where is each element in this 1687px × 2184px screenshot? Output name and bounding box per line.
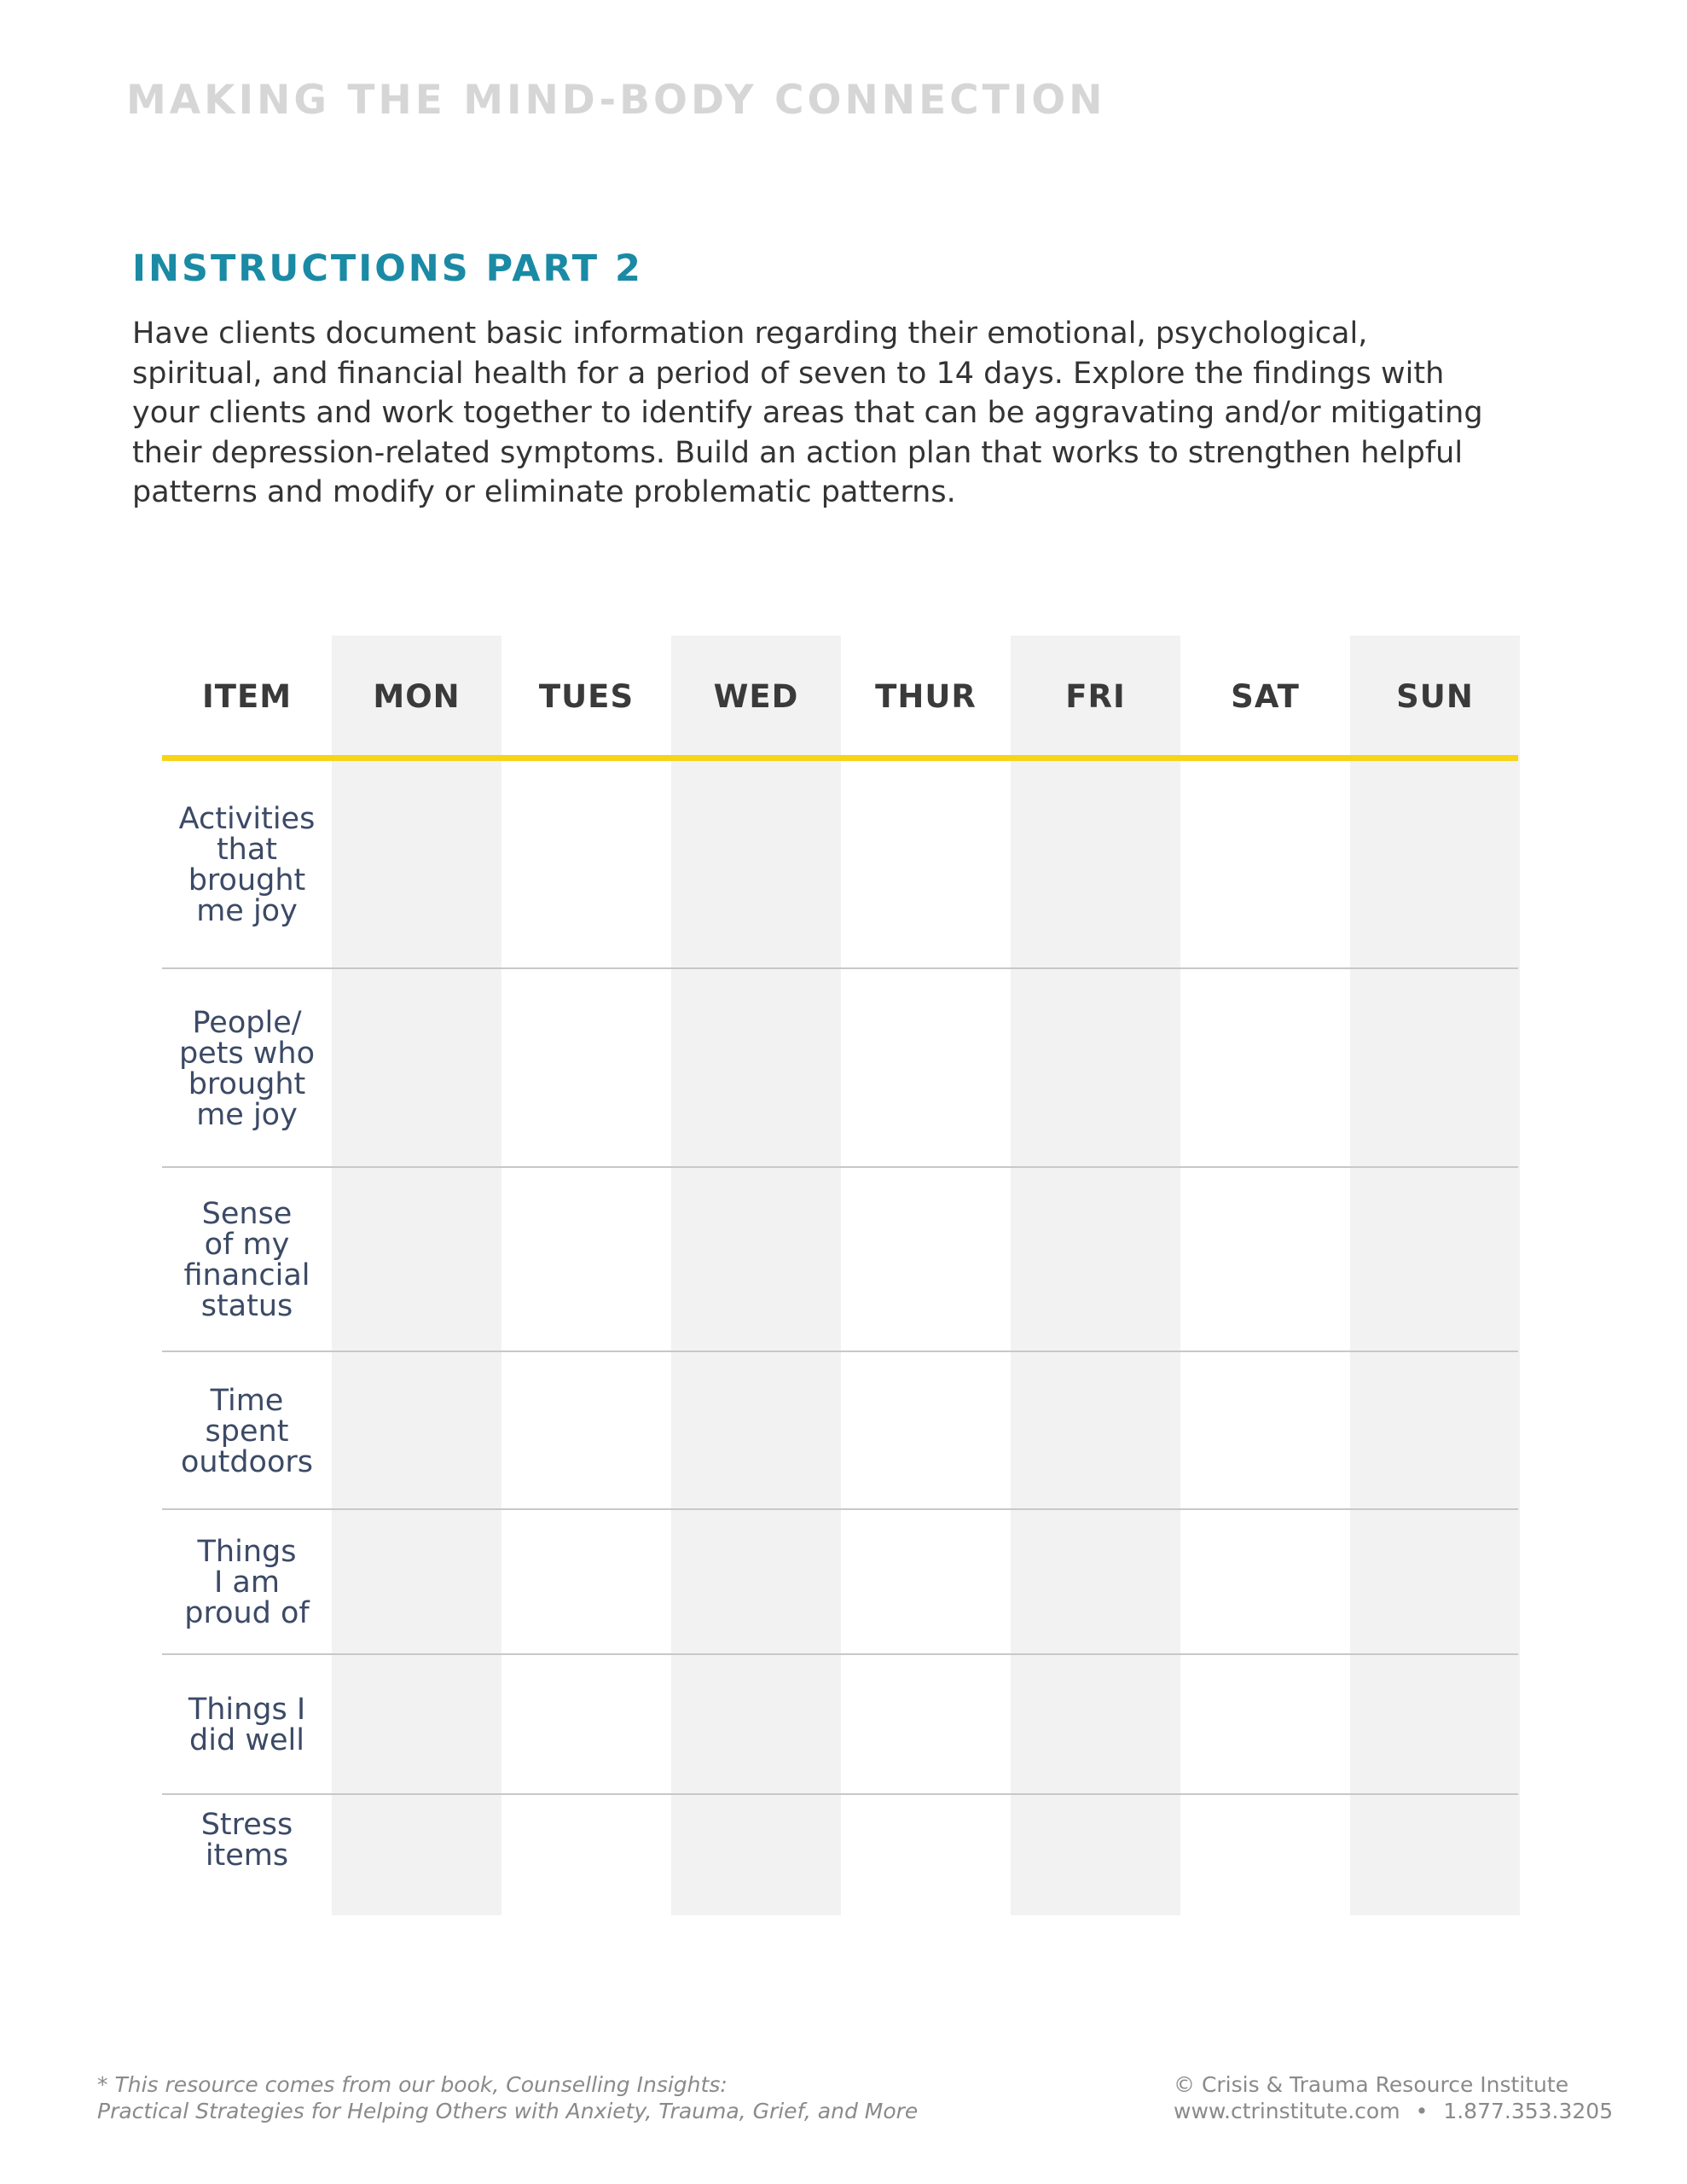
instructions-line: your clients and work together to identify areas that can be aggravating and/or mitigating	[132, 396, 1483, 430]
entry-cell-sun[interactable]	[1350, 1352, 1520, 1510]
entry-cell-sun[interactable]	[1350, 761, 1520, 969]
entry-cell-sat[interactable]	[1180, 1655, 1350, 1795]
row-label-financial-status: Sense of my financial status	[183, 1197, 310, 1323]
entry-cell-mon[interactable]	[332, 1655, 501, 1795]
entry-cell-sat[interactable]	[1180, 1168, 1350, 1352]
entry-cell-tues[interactable]	[501, 1352, 671, 1510]
footer-phone[interactable]: 1.877.353.3205	[1443, 2099, 1614, 2123]
entry-cell-mon[interactable]	[332, 761, 501, 969]
entry-cell-sun[interactable]	[1350, 1168, 1520, 1352]
row-label-time-outdoors: Time spent outdoors	[181, 1383, 313, 1479]
entry-cell-wed[interactable]	[671, 1795, 841, 1915]
entry-cell-mon[interactable]	[332, 1168, 501, 1352]
header-tues: TUES	[538, 677, 635, 715]
header-underline	[162, 755, 1518, 761]
entry-cell-fri[interactable]	[1011, 1795, 1180, 1915]
entry-cell-mon[interactable]	[332, 1510, 501, 1655]
footer-contact	[1174, 2071, 1613, 2124]
entry-cell-tues[interactable]	[501, 761, 671, 969]
footer-website-link[interactable]: www.ctrinstitute.com	[1174, 2099, 1400, 2123]
entry-cell-thur[interactable]	[841, 1168, 1011, 1352]
entry-cell-thur[interactable]	[841, 1795, 1011, 1915]
entry-cell-sun[interactable]	[1350, 1510, 1520, 1655]
entry-cell-tues[interactable]	[501, 969, 671, 1168]
header-sat: SAT	[1231, 677, 1300, 715]
entry-cell-sat[interactable]	[1180, 1795, 1350, 1915]
entry-cell-fri[interactable]	[1011, 1168, 1180, 1352]
entry-cell-sun[interactable]	[1350, 969, 1520, 1168]
entry-cell-tues[interactable]	[501, 1168, 671, 1352]
footer-copyright: © Crisis & Trauma Resource Institute	[1174, 2072, 1569, 2097]
entry-cell-fri[interactable]	[1011, 1352, 1180, 1510]
row-label-activities: Activities that brought me joy	[178, 802, 316, 928]
entry-cell-mon[interactable]	[332, 1795, 501, 1915]
table-header-row	[162, 636, 1518, 757]
instructions-paragraph	[132, 314, 1483, 513]
running-head: MAKING THE MIND-BODY CONNECTION	[126, 77, 1106, 124]
footer-separator: •	[1415, 2099, 1429, 2123]
entry-cell-thur[interactable]	[841, 1352, 1011, 1510]
entry-cell-mon[interactable]	[332, 969, 501, 1168]
entry-cell-sat[interactable]	[1180, 761, 1350, 969]
header-item: ITEM	[201, 677, 293, 715]
header-thur: THUR	[875, 677, 977, 715]
entry-cell-fri[interactable]	[1011, 1655, 1180, 1795]
entry-cell-mon[interactable]	[332, 1352, 501, 1510]
entry-cell-thur[interactable]	[841, 1655, 1011, 1795]
header-sun: SUN	[1396, 677, 1474, 715]
header-mon: MON	[373, 677, 461, 715]
entry-cell-wed[interactable]	[671, 761, 841, 969]
entry-cell-wed[interactable]	[671, 1352, 841, 1510]
footer-contact-line	[1174, 2098, 1613, 2124]
entry-cell-tues[interactable]	[501, 1510, 671, 1655]
table-row	[162, 1510, 1518, 1655]
table-row	[162, 761, 1518, 969]
entry-cell-fri[interactable]	[1011, 969, 1180, 1168]
instructions-line: their depression-related symptoms. Build an action plan that works to strengthen helpful	[132, 435, 1464, 470]
entry-cell-thur[interactable]	[841, 1510, 1011, 1655]
entry-cell-fri[interactable]	[1011, 761, 1180, 969]
entry-cell-sun[interactable]	[1350, 1795, 1520, 1915]
header-wed: WED	[713, 677, 799, 715]
table-row	[162, 1655, 1518, 1795]
section-title: INSTRUCTIONS PART 2	[132, 247, 643, 290]
entry-cell-fri[interactable]	[1011, 1510, 1180, 1655]
footer-source-note	[97, 2071, 918, 2124]
instructions-line: spiritual, and financial health for a period of seven to 14 days. Explore the findings with	[132, 356, 1445, 391]
row-label-stress-items: Stress items	[200, 1807, 293, 1873]
entry-cell-wed[interactable]	[671, 1655, 841, 1795]
row-label-proud-of: Things I am proud of	[184, 1535, 310, 1630]
entry-cell-thur[interactable]	[841, 761, 1011, 969]
entry-cell-thur[interactable]	[841, 969, 1011, 1168]
instructions-line: Have clients document basic information regarding their emotional, psychological,	[132, 317, 1368, 351]
header-fri: FRI	[1065, 677, 1126, 715]
entry-cell-wed[interactable]	[671, 1168, 841, 1352]
weekly-tracker-table	[162, 636, 1518, 1915]
table-row	[162, 1795, 1518, 1915]
entry-cell-sat[interactable]	[1180, 1510, 1350, 1655]
row-label-people-pets: People/ pets who brought me joy	[178, 1005, 316, 1132]
entry-cell-tues[interactable]	[501, 1795, 671, 1915]
table-row	[162, 1352, 1518, 1510]
table-row	[162, 969, 1518, 1168]
instructions-line: patterns and modify or eliminate problematic patterns.	[132, 475, 956, 509]
entry-cell-sun[interactable]	[1350, 1655, 1520, 1795]
entry-cell-wed[interactable]	[671, 969, 841, 1168]
footer-source-line: Practical Strategies for Helping Others with Anxiety, Trauma, Grief, and More	[97, 2099, 919, 2123]
entry-cell-sat[interactable]	[1180, 1352, 1350, 1510]
entry-cell-sat[interactable]	[1180, 969, 1350, 1168]
table-row	[162, 1168, 1518, 1352]
entry-cell-wed[interactable]	[671, 1510, 841, 1655]
row-label-did-well: Things I did well	[188, 1693, 306, 1757]
entry-cell-tues[interactable]	[501, 1655, 671, 1795]
footer-source-line: * This resource comes from our book, Counselling Insights:	[97, 2072, 728, 2097]
